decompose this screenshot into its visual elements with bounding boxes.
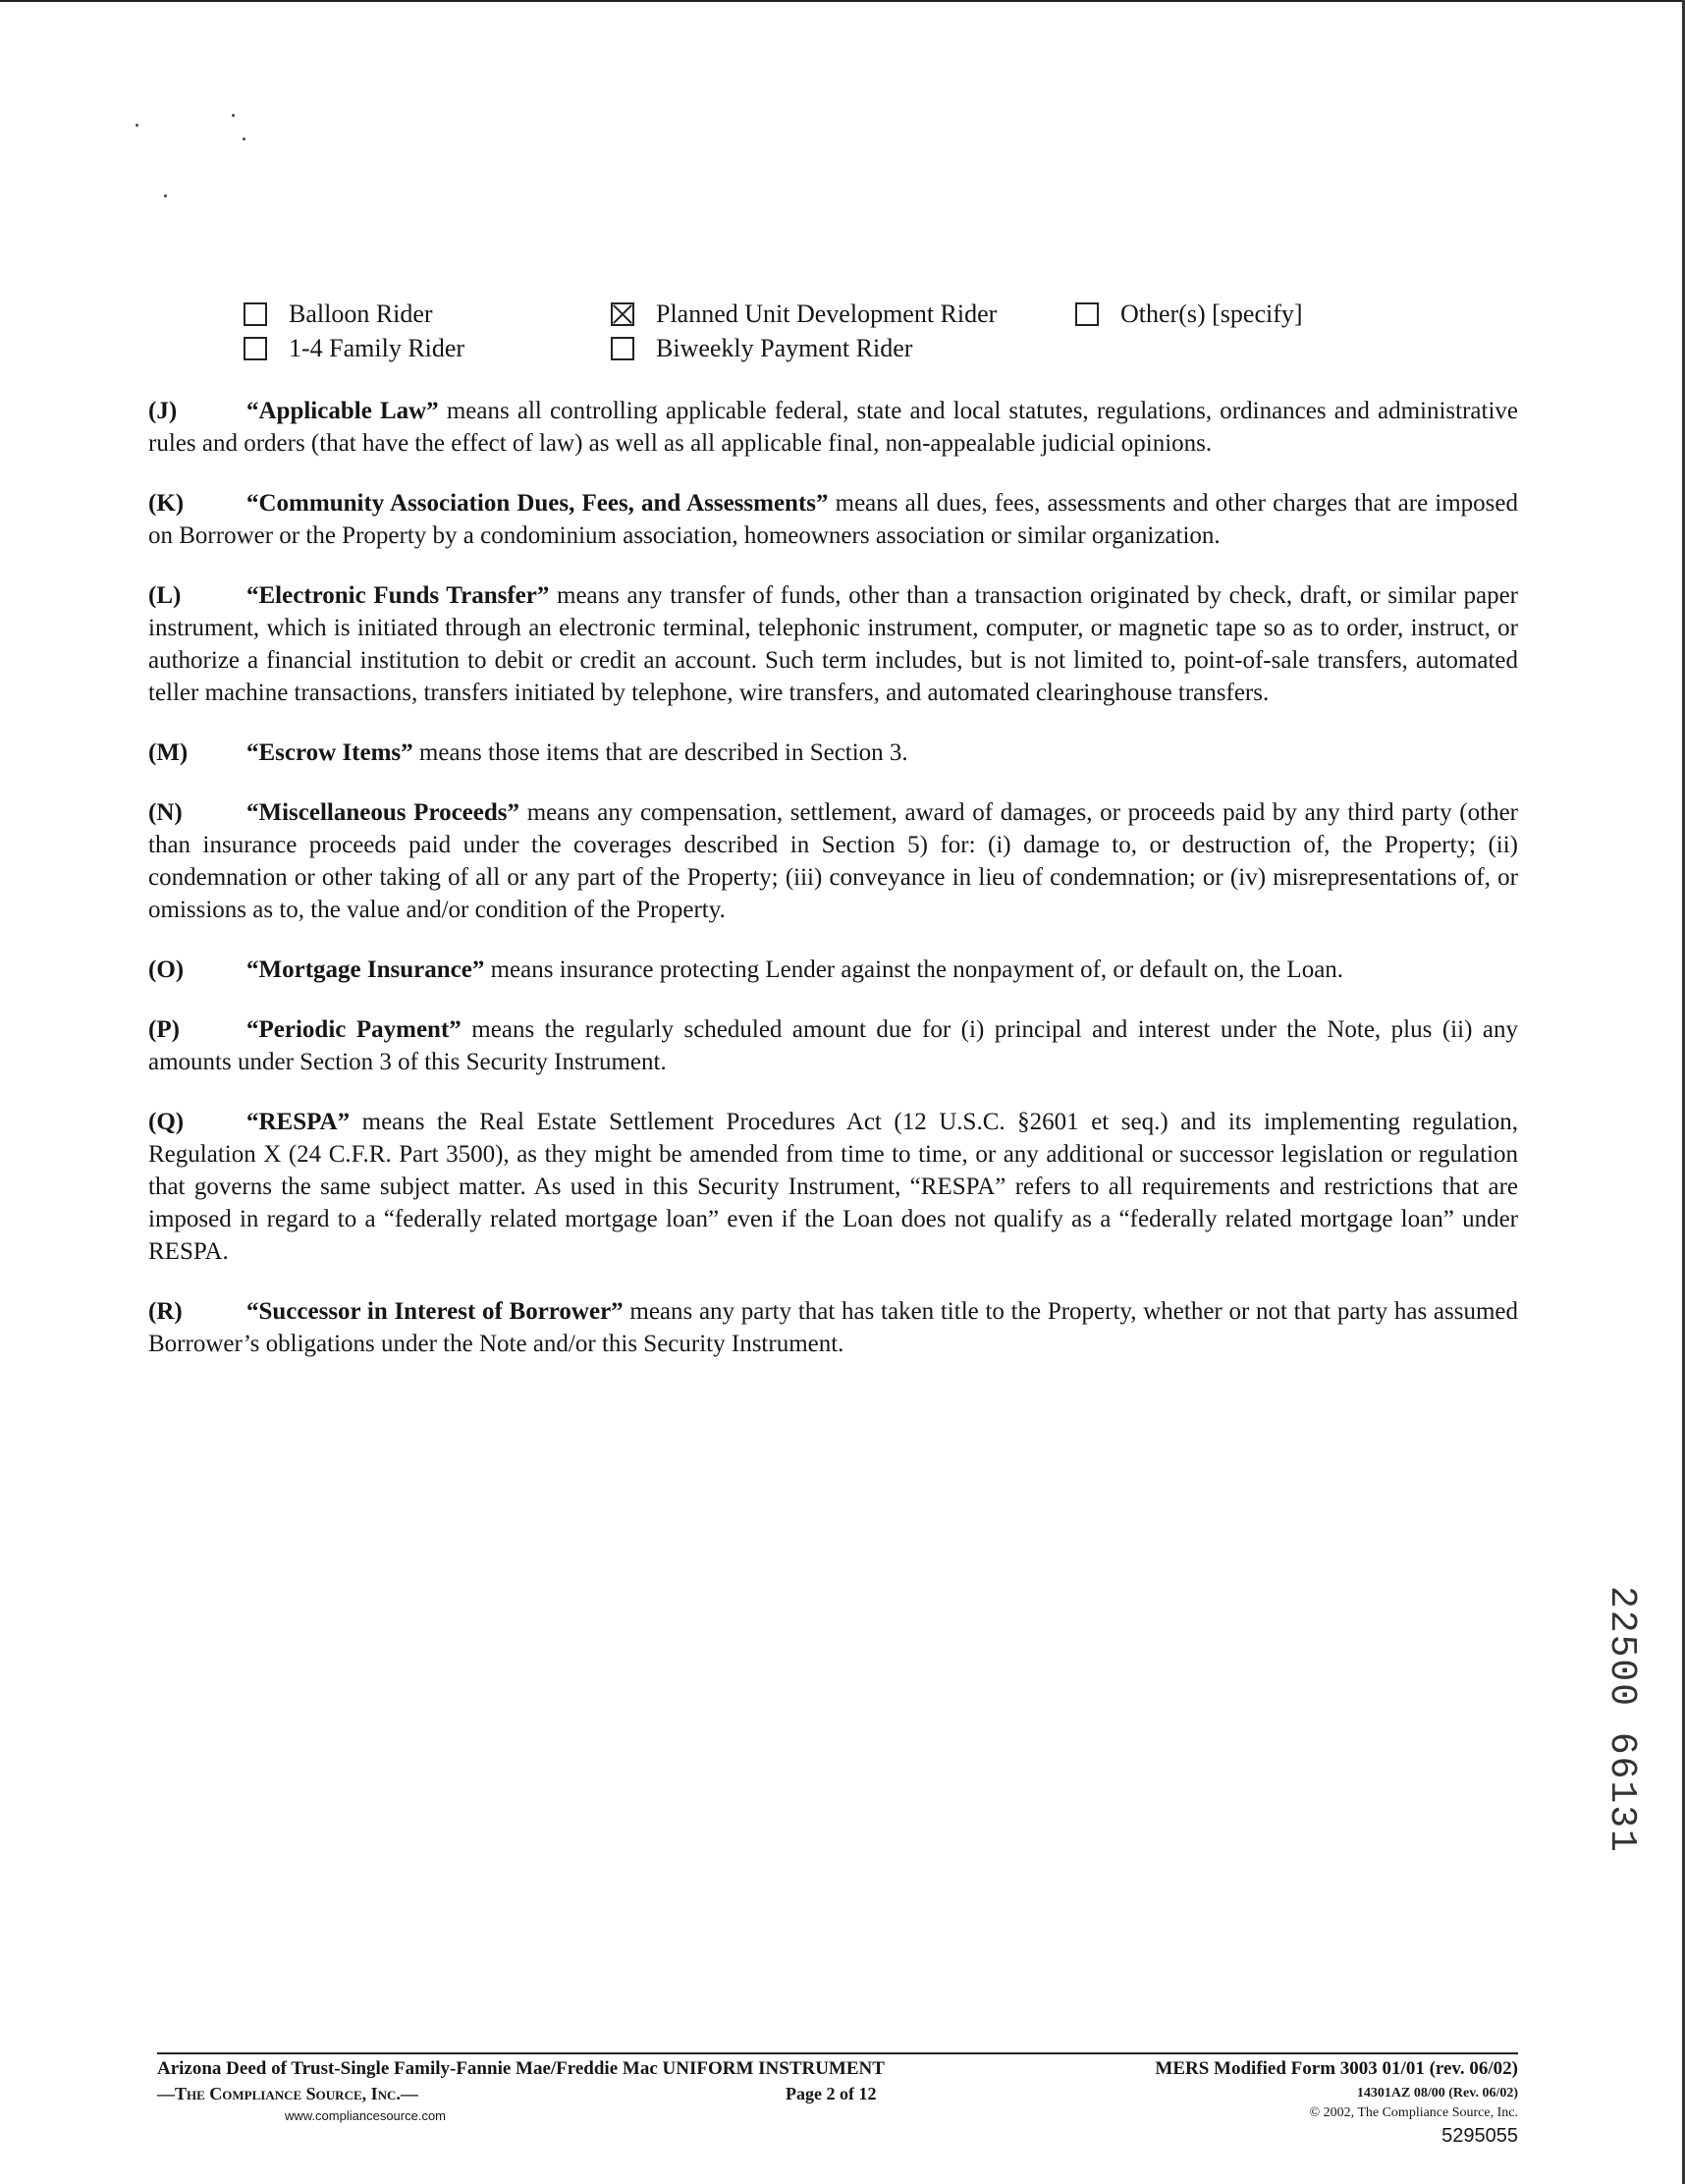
definition-term: “Applicable Law”	[246, 398, 439, 424]
definition-periodic-payment	[148, 1013, 1518, 1078]
rider-label: Other(s) [specify]	[1120, 300, 1303, 328]
definition-term: “Successor in Interest of Borrower”	[246, 1298, 624, 1325]
footer-form-number: MERS Modified Form 3003 01/01 (rev. 06/02)	[1155, 2058, 1518, 2079]
checked-checkbox-icon[interactable]	[611, 302, 634, 326]
rider-planned-unit-development[interactable]	[611, 300, 997, 329]
definition-text: means any party that has taken title to the Property, whether or not that party has assumed Borrower’s obligations under the Note and/or this Security Instrument.	[148, 1298, 1519, 1357]
definition-text: means insurance protecting Lender against the nonpayment of, or default on, the Loan.	[484, 956, 1344, 983]
definition-electronic-funds-transfer	[148, 579, 1518, 709]
definition-letter: (O)	[148, 956, 185, 983]
rider-label: Biweekly Payment Rider	[656, 334, 913, 362]
definition-term: “Community Association Dues, Fees, and Assessments”	[246, 490, 829, 517]
scan-speck	[136, 124, 138, 127]
checkbox-icon[interactable]	[611, 337, 634, 360]
definition-miscellaneous-proceeds	[148, 796, 1518, 926]
definition-letter: (N)	[148, 799, 183, 826]
definition-term: “Escrow Items”	[246, 739, 413, 766]
definition-term: “Periodic Payment”	[246, 1016, 462, 1043]
definition-letter: (J)	[148, 398, 178, 424]
footer-form-code: 14301AZ 08/00 (Rev. 06/02)	[1356, 2086, 1518, 2101]
definition-letter: (P)	[148, 1016, 180, 1043]
scan-speck	[243, 137, 245, 140]
rider-checklist	[244, 300, 1422, 378]
definition-letter: (R)	[148, 1298, 183, 1325]
definition-community-association-dues	[148, 487, 1518, 552]
checkbox-icon[interactable]	[244, 337, 267, 360]
checkbox-icon[interactable]	[244, 302, 267, 326]
definition-letter: (Q)	[148, 1109, 185, 1135]
scan-edge-top	[0, 0, 1685, 2]
footer-website: www.compliancesource.com	[285, 2108, 447, 2123]
footer-page-number: Page 2 of 12	[786, 2084, 877, 2103]
definition-text: means the Real Estate Settlement Procedures Act (12 U.S.C. §2601 et seq.) and its implementing regulation, Regulation X (24 C.F.R. Part 3500), as they might be amended from time to time, or any additional or successor legislation or regulation that governs the same subject matter. As used in this Security Instrument, “RESPA” refers to all requirements and restrictions that are imposed in regard to a “federally related mortgage loan” even if the Loan does not qualify as a “federally related mortgage loan” under RESPA.	[148, 1109, 1518, 1265]
definition-letter: (L)	[148, 582, 182, 609]
definition-text: means any transfer of funds, other than a transaction originated by check, draft, or similar paper instrument, which is initiated through an electronic terminal, telephonic instrument, computer, or magnetic tape so as to order, instruct, or authorize a financial institution to debit or credit an account. Such term includes, but is not limited to, point-of-sale transfers, automated teller machine transactions, transfers initiated by telephone, wire transfers, and automated clearinghouse transfers.	[148, 582, 1518, 706]
definition-letter: (M)	[148, 739, 189, 766]
rider-label: Planned Unit Development Rider	[656, 300, 998, 328]
rider-1-4-family[interactable]	[244, 334, 464, 363]
footer-divider	[157, 2052, 1518, 2054]
definitions-list	[148, 395, 1518, 1388]
footer-company: —The Compliance Source, Inc.—	[157, 2084, 418, 2103]
rider-others[interactable]	[1075, 300, 1303, 329]
page-footer	[157, 2052, 1518, 2160]
definition-term: “Electronic Funds Transfer”	[246, 582, 550, 609]
definition-term: “RESPA”	[246, 1109, 351, 1135]
checkbox-icon[interactable]	[1075, 302, 1099, 326]
footer-form-title: Arizona Deed of Trust-Single Family-Fannie Mae/Freddie Mac UNIFORM INSTRUMENT	[157, 2058, 885, 2079]
definition-text: means all dues, fees, assessments and other charges that are imposed on Borrower or the Property by a condominium association, homeowners association or similar organization.	[148, 490, 1518, 549]
footer-doc-number: 5295055	[1441, 2125, 1518, 2147]
definition-text: means the regularly scheduled amount due for (i) principal and interest under the Note, plus (ii) any amounts under Section 3 of this Security Instrument.	[148, 1016, 1518, 1075]
definition-letter: (K)	[148, 490, 185, 517]
definition-term: “Miscellaneous Proceeds”	[246, 799, 520, 826]
rider-label: Balloon Rider	[289, 300, 433, 328]
definition-text: means all controlling applicable federal, state and local statutes, regulations, ordinances and administrative rules and orders (that have the effect of law) as well as all applicable final, non-appealable judicial opinions.	[148, 398, 1519, 457]
definition-applicable-law	[148, 395, 1518, 460]
definition-respa	[148, 1106, 1518, 1268]
scan-speck	[232, 114, 235, 117]
footer-copyright: © 2002, The Compliance Source, Inc.	[1309, 2105, 1518, 2120]
recording-stamp-number: 22500 66131	[1601, 1586, 1643, 1854]
definition-mortgage-insurance	[148, 954, 1518, 986]
definition-text: means any compensation, settlement, award of damages, or proceeds paid by any third party (other than insurance proceeds paid under the coverages described in Section 5) for: (i) damage to, or destruction of, the Property; (ii) condemnation or other taking of all or any part of the Property; (iii) conveyance in lieu of condemnation; or (iv) misrepresentations of, or omissions as to, the value and/or condition of the Property.	[148, 799, 1518, 923]
definition-term: “Mortgage Insurance”	[246, 956, 485, 983]
definition-escrow-items	[148, 737, 1518, 769]
definition-text: means those items that are described in Section 3.	[412, 739, 908, 766]
rider-label: 1-4 Family Rider	[289, 334, 465, 362]
rider-balloon[interactable]	[244, 300, 433, 329]
definition-successor-in-interest	[148, 1295, 1518, 1360]
rider-biweekly-payment[interactable]	[611, 334, 912, 363]
scan-speck	[164, 194, 167, 197]
